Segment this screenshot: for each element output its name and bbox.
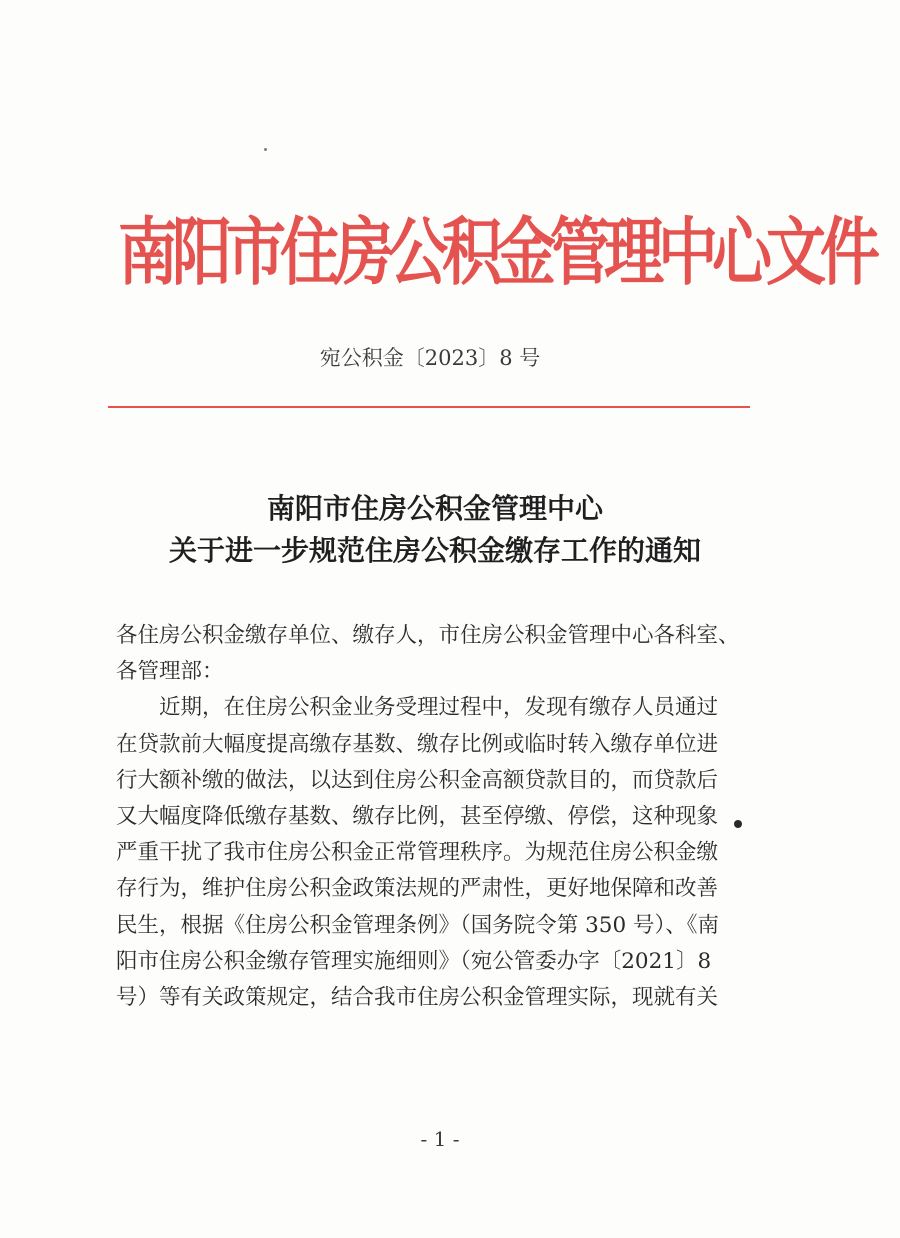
scan-speck — [264, 148, 267, 151]
notice-body — [116, 618, 756, 1016]
salutation-line: 各管理部： — [116, 659, 224, 685]
document-number: 宛公积金〔2023〕8 号 — [319, 346, 541, 370]
paragraph-line: 又大幅度降低缴存基数、缴存比例，甚至停缴、停偿，这种现象 — [116, 803, 719, 829]
paragraph-line: 民生，根据《住房公积金管理条例》（国务院令第 350 号）、《南 — [116, 912, 719, 938]
paragraph-line: 在贷款前大幅度提高缴存基数、缴存比例或临时转入缴存单位进 — [116, 731, 719, 757]
notice-title — [0, 488, 870, 572]
issuer-title: 南阳市住房公积金管理中心文件 — [118, 210, 874, 296]
paragraph-line: 近期，在住房公积金业务受理过程中，发现有缴存人员通过 — [159, 695, 719, 721]
notice-title-line-1: 南阳市住房公积金管理中心 — [266, 492, 603, 525]
notice-title-line-2: 关于进一步规范住房公积金缴存工作的通知 — [168, 534, 701, 567]
header-divider — [108, 406, 750, 408]
paragraph-line: 阳市住房公积金缴存管理实施细则》（宛公管委办字〔2021〕8 — [116, 948, 712, 974]
paragraph-line: 号）等有关政策规定，结合我市住房公积金管理实际，现就有关 — [116, 984, 719, 1010]
page-number: - 1 - — [420, 1127, 460, 1151]
paragraph-line: 行大额补缴的做法，以达到住房公积金高额贷款目的，而贷款后 — [116, 767, 719, 793]
paragraph-line: 严重干扰了我市住房公积金正常管理秩序。为规范住房公积金缴 — [116, 840, 719, 866]
paragraph-line: 存行为，维护住房公积金政策法规的严肃性，更好地保障和改善 — [116, 876, 719, 902]
salutation-line: 各住房公积金缴存单位、缴存人，市住房公积金管理中心各科室、 — [116, 623, 740, 648]
